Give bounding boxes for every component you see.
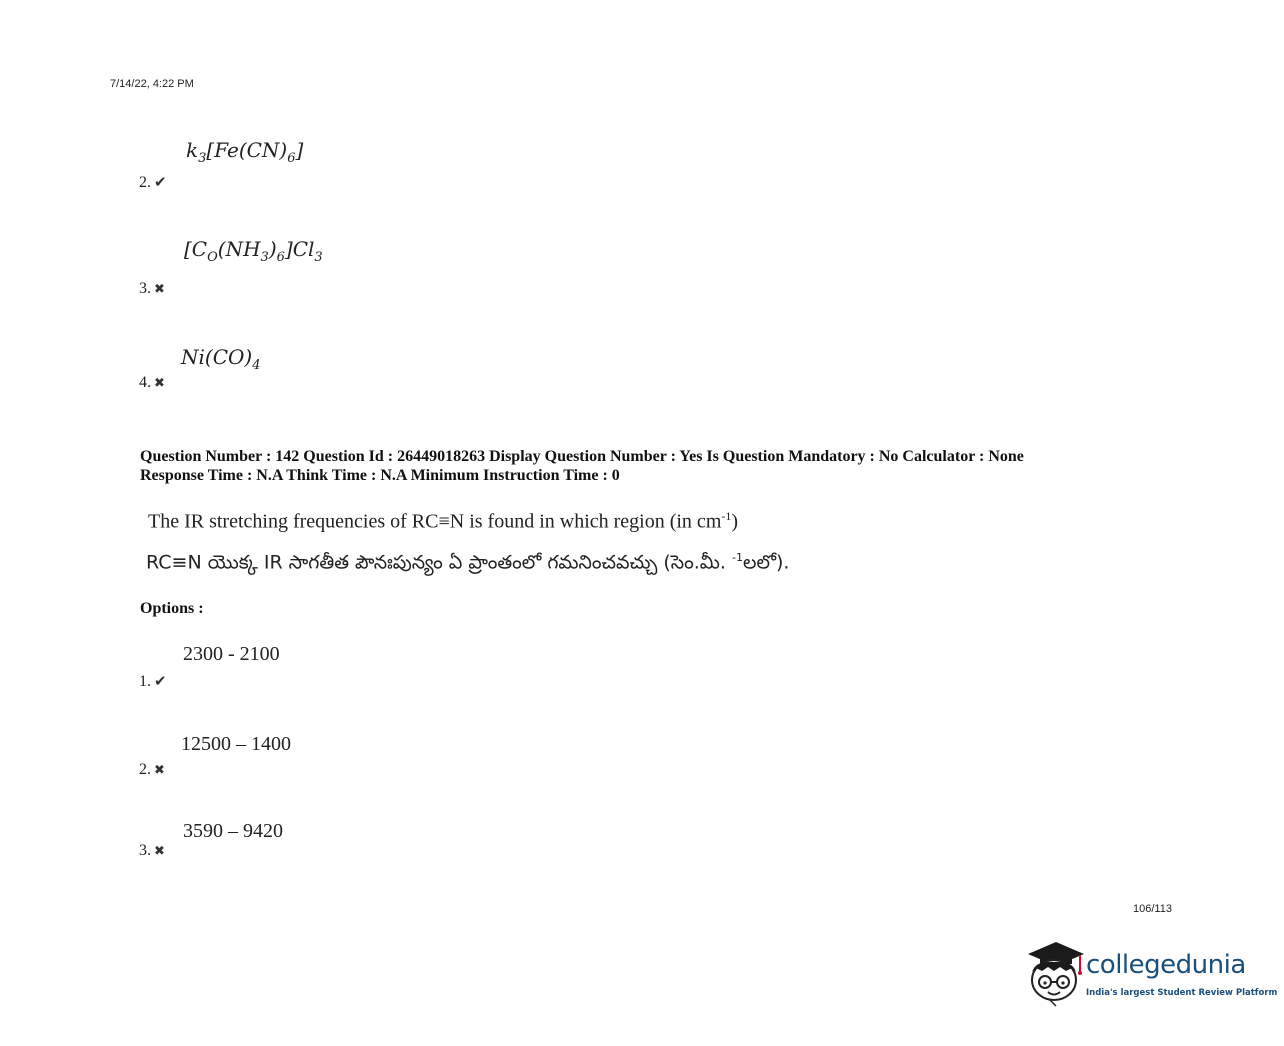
options-label: Options : [140,600,204,617]
wrong-cross-icon: ✖ [154,763,165,778]
prev-option-3-formula: $[C_O(NH_3)_6]Cl_3$ [184,237,323,265]
correct-check-icon: ✔ [154,173,167,191]
option-1 [139,672,167,691]
option-number: 2. [139,761,151,778]
logo-tagline: India's largest Student Review Platform [1086,988,1278,998]
question-meta-line-2: Response Time : N.A Think Time : N.A Minimum Instruction Time : 0 [140,467,620,484]
prev-option-4-formula: $Ni(CO)_4$ [181,345,261,373]
question-meta-line-1: Question Number : 142 Question Id : 26449018263 Display Question Number : Yes Is Question Mandatory : No Calculator : None [140,448,1024,465]
page-number: 106/113 [1133,903,1172,915]
prev-option-2-formula: $k_3[Fe(CN)_6]$ [186,138,304,166]
correct-check-icon: ✔ [154,672,167,690]
wrong-cross-icon: ✖ [154,376,165,391]
prev-option-3 [139,280,165,298]
wrong-cross-icon: ✖ [154,844,165,859]
prev-option-2 [139,173,167,192]
option-2-text: 12500 – 1400 [181,733,291,755]
option-number: 4. [139,374,151,391]
option-1-text: 2300 - 2100 [183,643,280,665]
option-3 [139,842,165,860]
option-3-text: 3590 – 9420 [183,820,283,842]
print-timestamp: 7/14/22, 4:22 PM [110,78,194,90]
option-2 [139,761,165,779]
logo-wordmark: collegedunia [1086,950,1246,980]
option-number: 1. [139,673,151,690]
mascot-icon [1022,938,1086,1008]
question-text-english: The IR stretching frequencies of RC≡N is found in which region (in $cm^{-1}$) [148,509,739,533]
option-number: 3. [139,280,151,297]
prev-option-4 [139,374,165,392]
question-text-telugu: RC≡N యొక్క IR సాగతీత పౌనఃపున్యం ఏ ప్రాంతంలో గమనించవచ్చు (సెం.మీ. $^{-1}$లలో). [146,551,790,574]
wrong-cross-icon: ✖ [154,282,165,297]
option-number: 2. [139,174,151,191]
option-number: 3. [139,842,151,859]
